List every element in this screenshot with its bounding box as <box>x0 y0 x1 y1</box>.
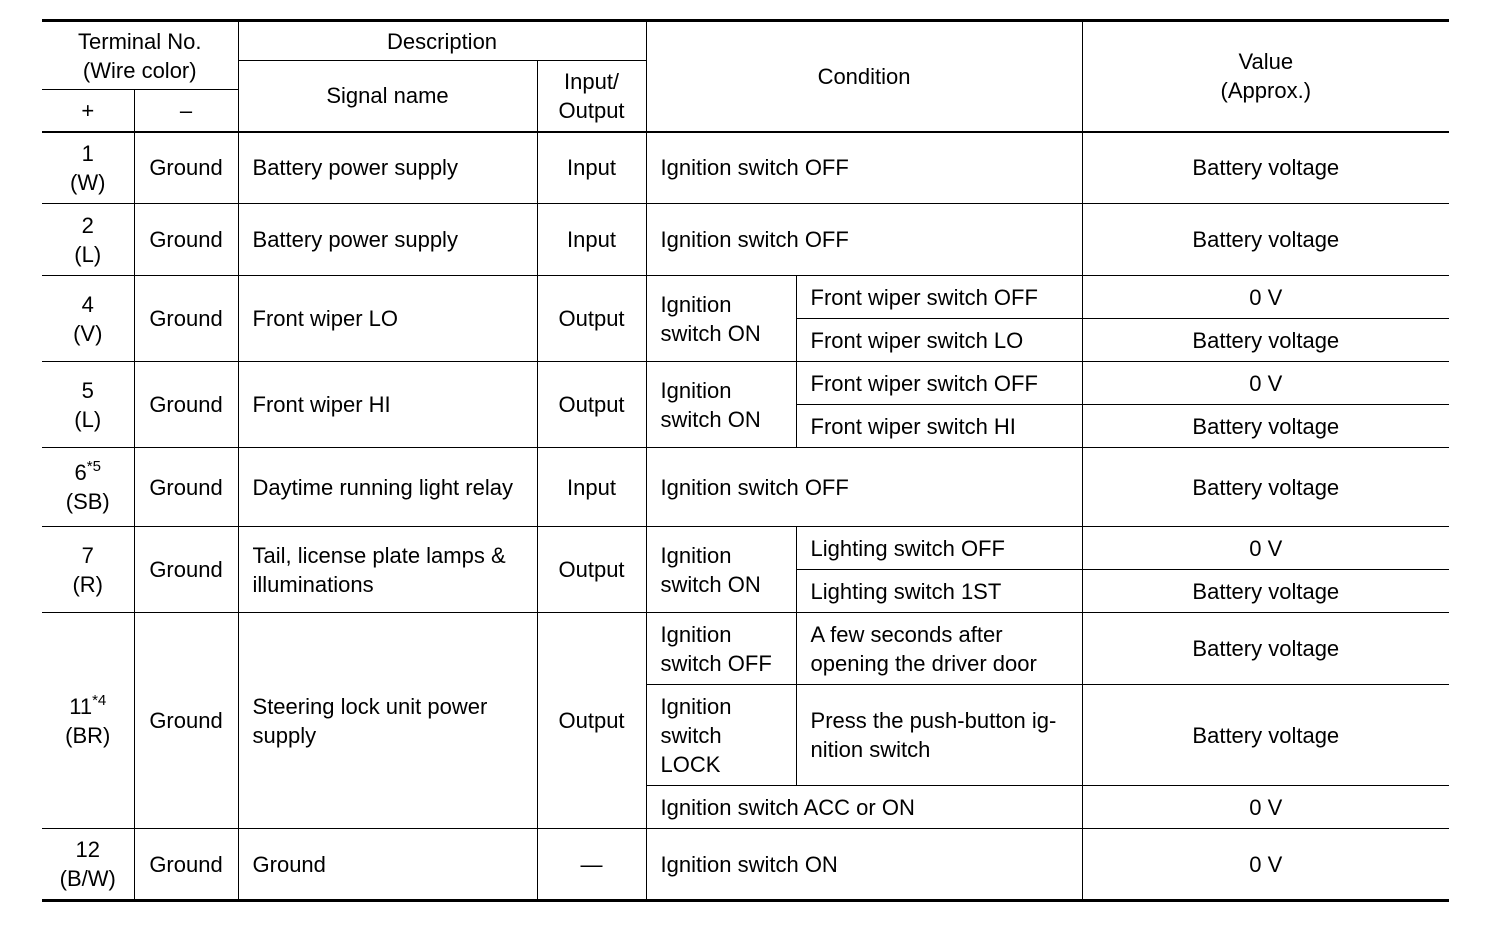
value-cell: Battery voltage <box>1082 448 1449 527</box>
footnote-ref: *4 <box>92 691 107 709</box>
condition-sub-cell: Lighting switch OFF <box>796 527 1082 570</box>
condition-main-cell: Ignition switch ON <box>646 276 796 362</box>
header-signal-name: Signal name <box>238 61 537 132</box>
table-row <box>42 204 1449 276</box>
value-cell: 0 V <box>1082 362 1449 405</box>
condition-main-cell: Ignition switch ON <box>646 527 796 613</box>
table-row <box>42 362 1449 405</box>
value-cell: Battery voltage <box>1082 204 1449 276</box>
ground-cell: Ground <box>134 204 238 276</box>
signal-cell: Ground <box>238 829 537 901</box>
table-row <box>42 613 1449 685</box>
value-cell: Battery voltage <box>1082 570 1449 613</box>
ground-cell: Ground <box>134 527 238 613</box>
value-cell: 0 V <box>1082 276 1449 319</box>
condition-sub-cell: Front wiper switch HI <box>796 405 1082 448</box>
condition-sub-cell: Front wiper switch OFF <box>796 276 1082 319</box>
io-cell: — <box>537 829 646 901</box>
value-cell: 0 V <box>1082 527 1449 570</box>
value-cell: Battery voltage <box>1082 319 1449 362</box>
terminal-cell: 12 (B/W) <box>42 829 134 901</box>
condition-cell: Ignition switch ACC or ON <box>646 786 1082 829</box>
value-cell: Battery voltage <box>1082 613 1449 685</box>
signal-cell: Front wiper HI <box>238 362 537 448</box>
table-row <box>42 132 1449 204</box>
io-cell: Output <box>537 613 646 829</box>
header-input-output: Input/ Output <box>537 61 646 132</box>
condition-main-cell: Ignition switch OFF <box>646 613 796 685</box>
value-cell: Battery voltage <box>1082 405 1449 448</box>
condition-sub-cell: Front wiper switch OFF <box>796 362 1082 405</box>
condition-cell: Ignition switch OFF <box>646 204 1082 276</box>
terminal-spec-table <box>42 19 1449 902</box>
value-cell: Battery voltage <box>1082 132 1449 204</box>
ground-cell: Ground <box>134 276 238 362</box>
io-cell: Output <box>537 362 646 448</box>
condition-sub-cell: A few seconds after opening the driver door <box>796 613 1082 685</box>
value-cell: 0 V <box>1082 786 1449 829</box>
io-cell: Output <box>537 527 646 613</box>
value-cell: 0 V <box>1082 829 1449 901</box>
ground-cell: Ground <box>134 829 238 901</box>
condition-sub-cell: Lighting switch 1ST <box>796 570 1082 613</box>
table-row <box>42 829 1449 901</box>
header-minus: – <box>134 90 238 132</box>
footnote-ref: *5 <box>86 458 101 475</box>
signal-cell: Front wiper LO <box>238 276 537 362</box>
signal-cell: Daytime running light relay <box>238 448 537 527</box>
condition-main-cell: Ignition switch ON <box>646 362 796 448</box>
condition-cell: Ignition switch OFF <box>646 448 1082 527</box>
terminal-cell: 5 (L) <box>42 362 134 448</box>
ground-cell: Ground <box>134 132 238 204</box>
ground-cell: Ground <box>134 448 238 527</box>
condition-sub-cell: Press the push-button ig-nition switch <box>796 685 1082 786</box>
io-cell: Input <box>537 204 646 276</box>
signal-cell: Steering lock unit power supply <box>238 613 537 829</box>
terminal-cell: 7 (R) <box>42 527 134 613</box>
terminal-cell: 2 (L) <box>42 204 134 276</box>
table-row <box>42 527 1449 570</box>
terminal-cell: 6$^{*5}$ (SB) <box>42 448 134 527</box>
terminal-cell: 4 (V) <box>42 276 134 362</box>
ground-cell: Ground <box>134 362 238 448</box>
header-plus: + <box>42 90 134 132</box>
signal-cell: Tail, license plate lamps & illuminations <box>238 527 537 613</box>
condition-cell: Ignition switch ON <box>646 829 1082 901</box>
ground-cell: Ground <box>134 613 238 829</box>
io-cell: Output <box>537 276 646 362</box>
signal-cell: Battery power supply <box>238 204 537 276</box>
value-cell: Battery voltage <box>1082 685 1449 786</box>
header-value: Value (Approx.) <box>1082 21 1449 132</box>
io-cell: Input <box>537 132 646 204</box>
header-description: Description <box>238 21 646 61</box>
terminal-cell: 1 (W) <box>42 132 134 204</box>
signal-cell: Battery power supply <box>238 132 537 204</box>
condition-main-cell: Ignition switch LOCK <box>646 685 796 786</box>
header-condition: Condition <box>646 21 1082 132</box>
table-row <box>42 448 1449 527</box>
header-terminal-no: Terminal No. (Wire color) <box>42 21 238 90</box>
table-row <box>42 276 1449 319</box>
io-cell: Input <box>537 448 646 527</box>
condition-cell: Ignition switch OFF <box>646 132 1082 204</box>
terminal-cell: 11$^{*4}$ (BR) <box>42 613 134 829</box>
condition-sub-cell: Front wiper switch LO <box>796 319 1082 362</box>
